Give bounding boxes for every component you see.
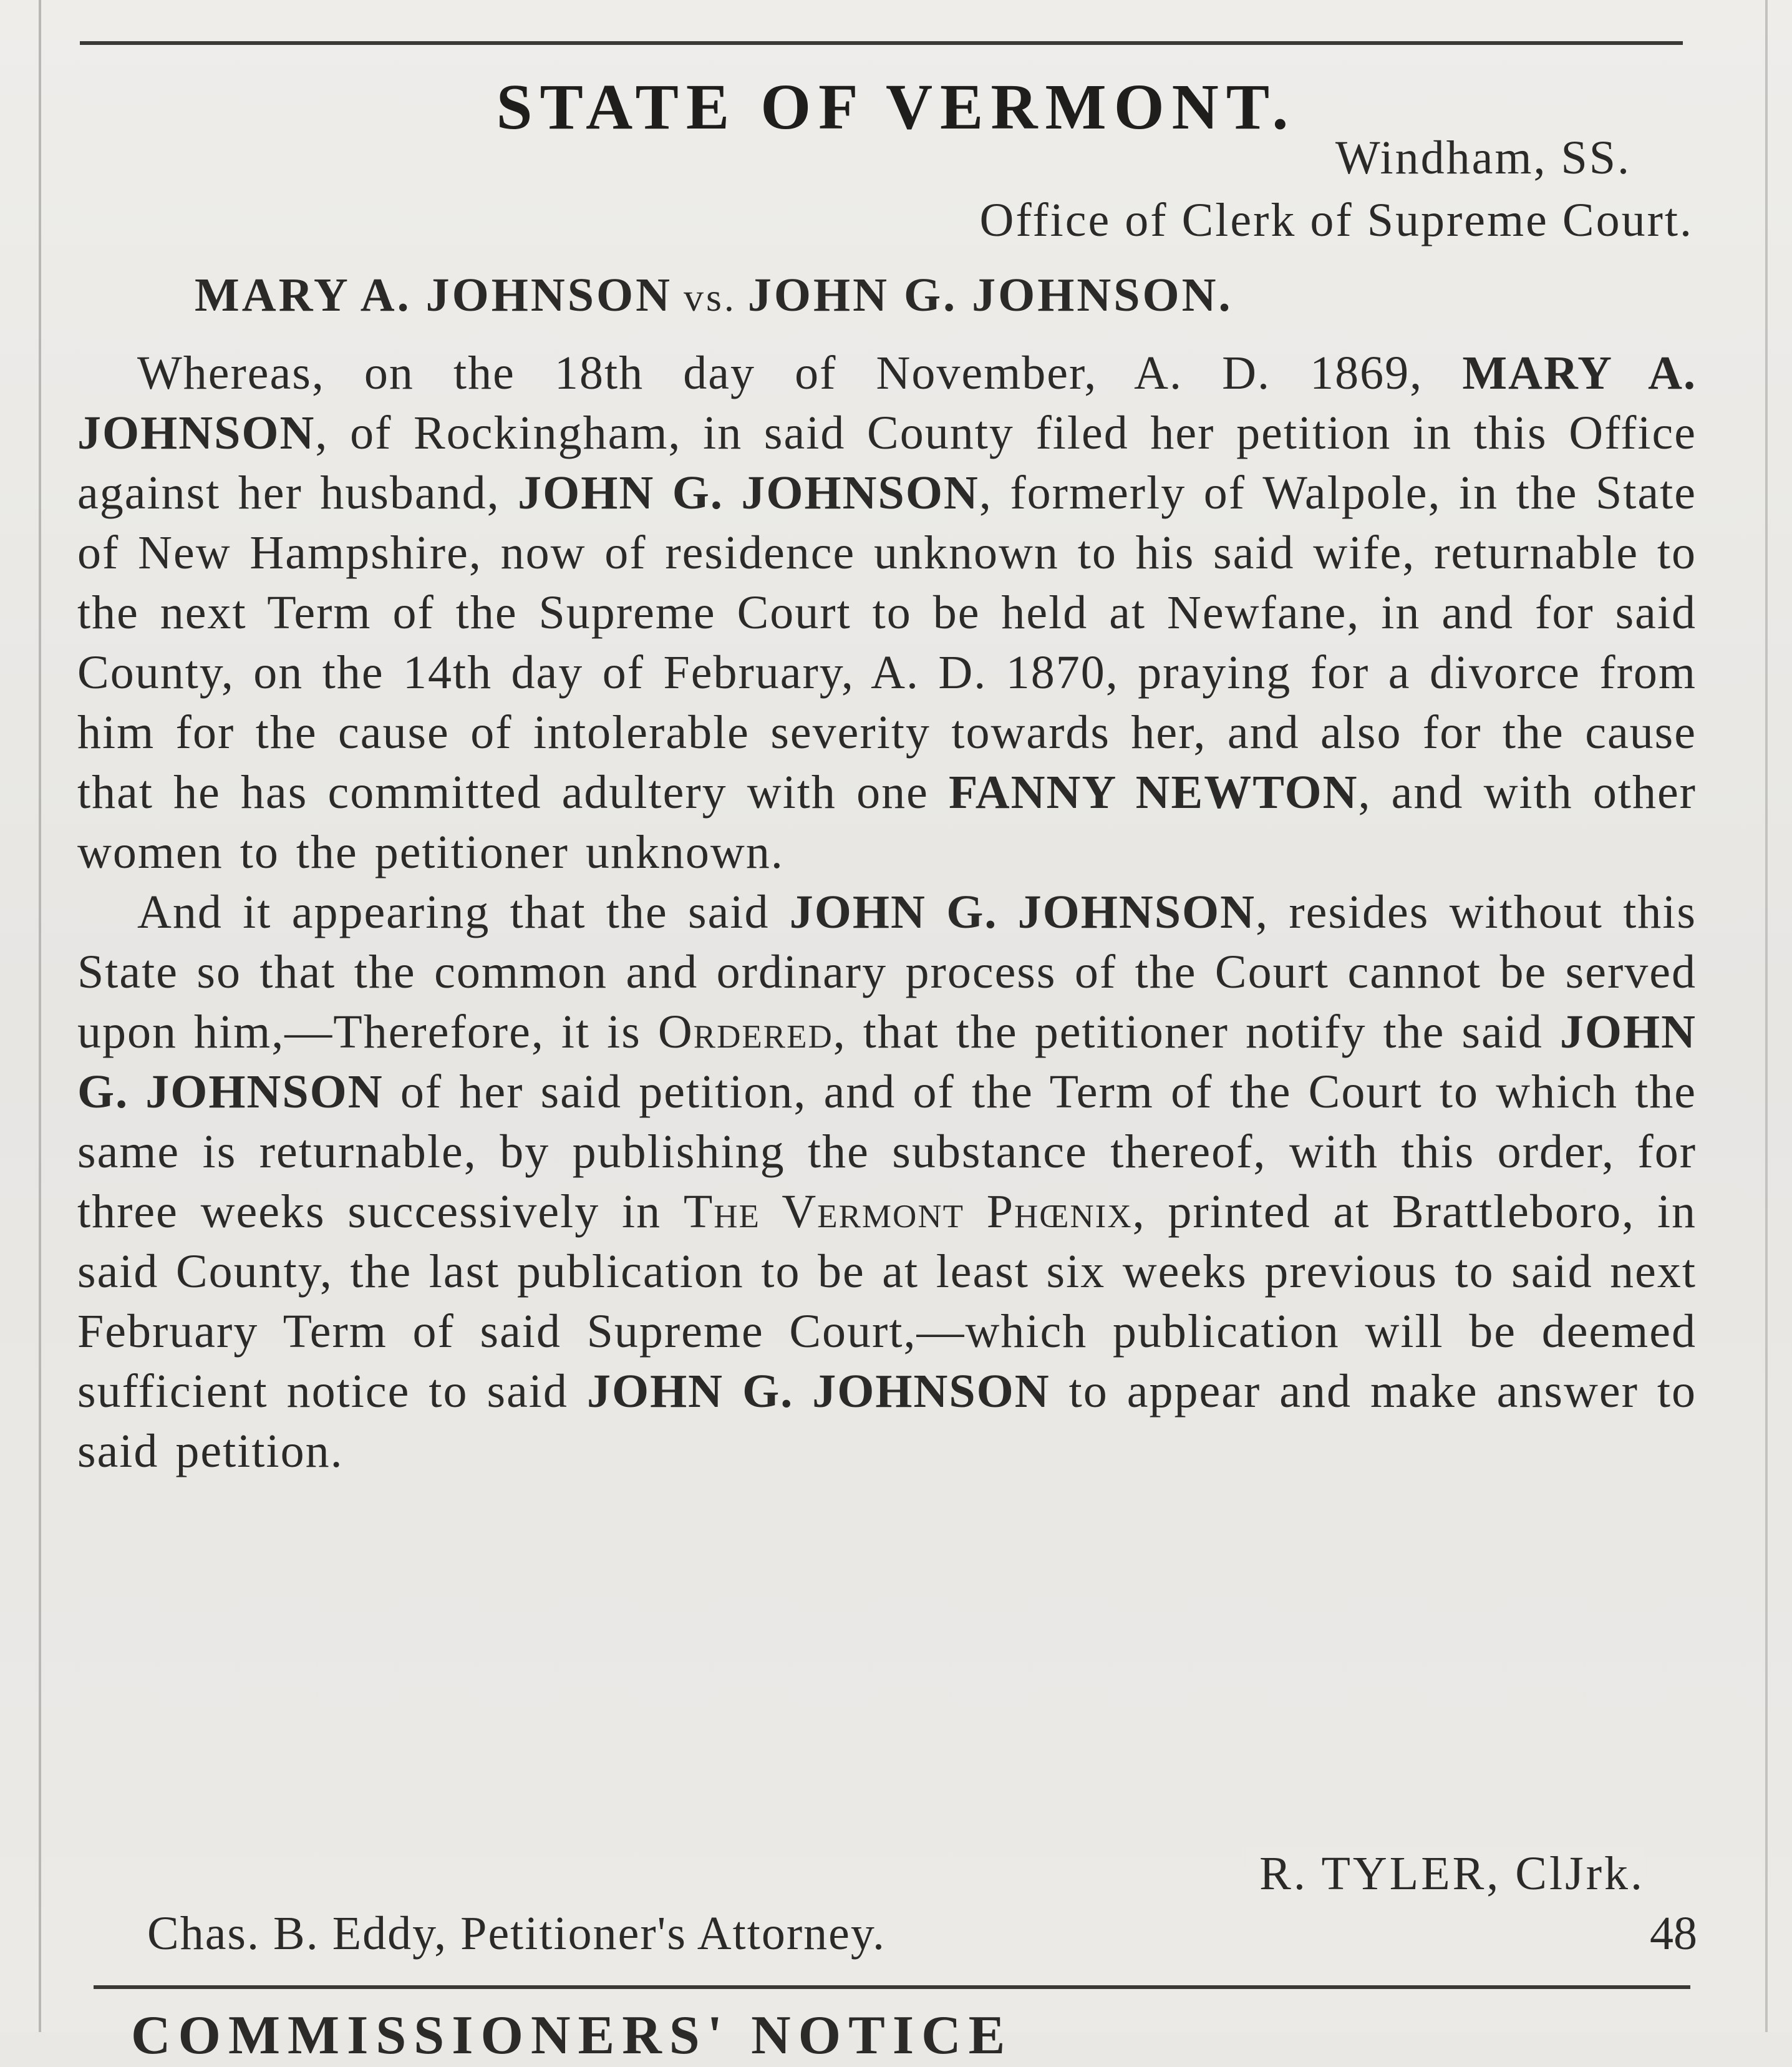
petitioner-name: MARY A. JOHNSON — [77, 347, 1697, 459]
notice-number: 48 — [1650, 1907, 1697, 1960]
notice-heading: STATE OF VERMONT. — [496, 71, 1296, 143]
attorney-line: Chas. B. Eddy, Petitioner's Attorney. — [147, 1907, 886, 1960]
notice-body — [77, 343, 1697, 1481]
respondent-name: JOHN G. JOHNSON — [77, 1006, 1697, 1118]
next-notice-heading: COMMISSIONERS' NOTICE — [131, 2005, 1013, 2066]
ordered-term: Ordered — [657, 1006, 833, 1058]
text-run: , that the petitioner notify the said — [833, 1006, 1543, 1058]
text-run: , and with other women to the petitioner unknown. — [77, 766, 1697, 878]
versus-label: vs. — [683, 275, 737, 319]
defendant-name: JOHN G. JOHNSON. — [747, 269, 1233, 321]
plaintiff-name: MARY A. JOHNSON — [195, 269, 672, 321]
petition-paragraph — [77, 343, 1697, 882]
text-run: , resides without this State so that the common and ordinary process of the Court cannot be served upon him,—Therefore, it is — [77, 886, 1697, 1058]
respondent-name: JOHN G. JOHNSON — [518, 467, 979, 519]
respondent-name: JOHN G. JOHNSON — [586, 1365, 1050, 1418]
clerk-signature: R. TYLER, ClJrk. — [1247, 1847, 1645, 1901]
text-run: to appear and make answer to said petition. — [77, 1365, 1697, 1477]
text-run: of her said petition, and of the Term of the Court to which the same is returnable, by publishing the substance thereof, with this order, for three weeks successively in — [77, 1066, 1697, 1238]
text-run: Whereas, on the 18th day of November, A. D. 1869, — [137, 347, 1423, 399]
text-run: , of Rockingham, in said County filed her petition in this Office against her husband, — [77, 407, 1697, 519]
column-rule-right — [1765, 0, 1768, 2032]
office-line: Office of Clerk of Supreme Court. — [979, 194, 1693, 246]
top-divider — [80, 41, 1683, 45]
order-paragraph — [77, 882, 1697, 1481]
text-run: And it appearing that the said — [137, 886, 770, 938]
text-run: , formerly of Walpole, in the State of New Hampshire, now of residence unknown to his said wife, returnable to the next Term of the Supreme Court to be held at Newfane, in and for said County, on the 14th day of February, A. D. 1870, praying for a divorce from him for the cause of intolerable severity towards her, and also for the cause that he has committed adultery with one — [77, 467, 1697, 819]
newspaper-name: The Vermont Phœnix — [683, 1185, 1133, 1238]
column-rule-left — [39, 0, 41, 2032]
text-run: , printed at Brattleboro, in said County, the last publication to be at least six weeks previous to said next February Term of said Supreme Court,—which publication will be deemed sufficient notice to said — [77, 1185, 1697, 1418]
respondent-name: JOHN G. JOHNSON — [789, 886, 1256, 938]
case-title — [195, 268, 1233, 323]
bottom-divider — [94, 1985, 1690, 1989]
venue-line: Windham, SS. — [1335, 132, 1631, 184]
co-respondent-name: FANNY NEWTON — [948, 766, 1359, 819]
